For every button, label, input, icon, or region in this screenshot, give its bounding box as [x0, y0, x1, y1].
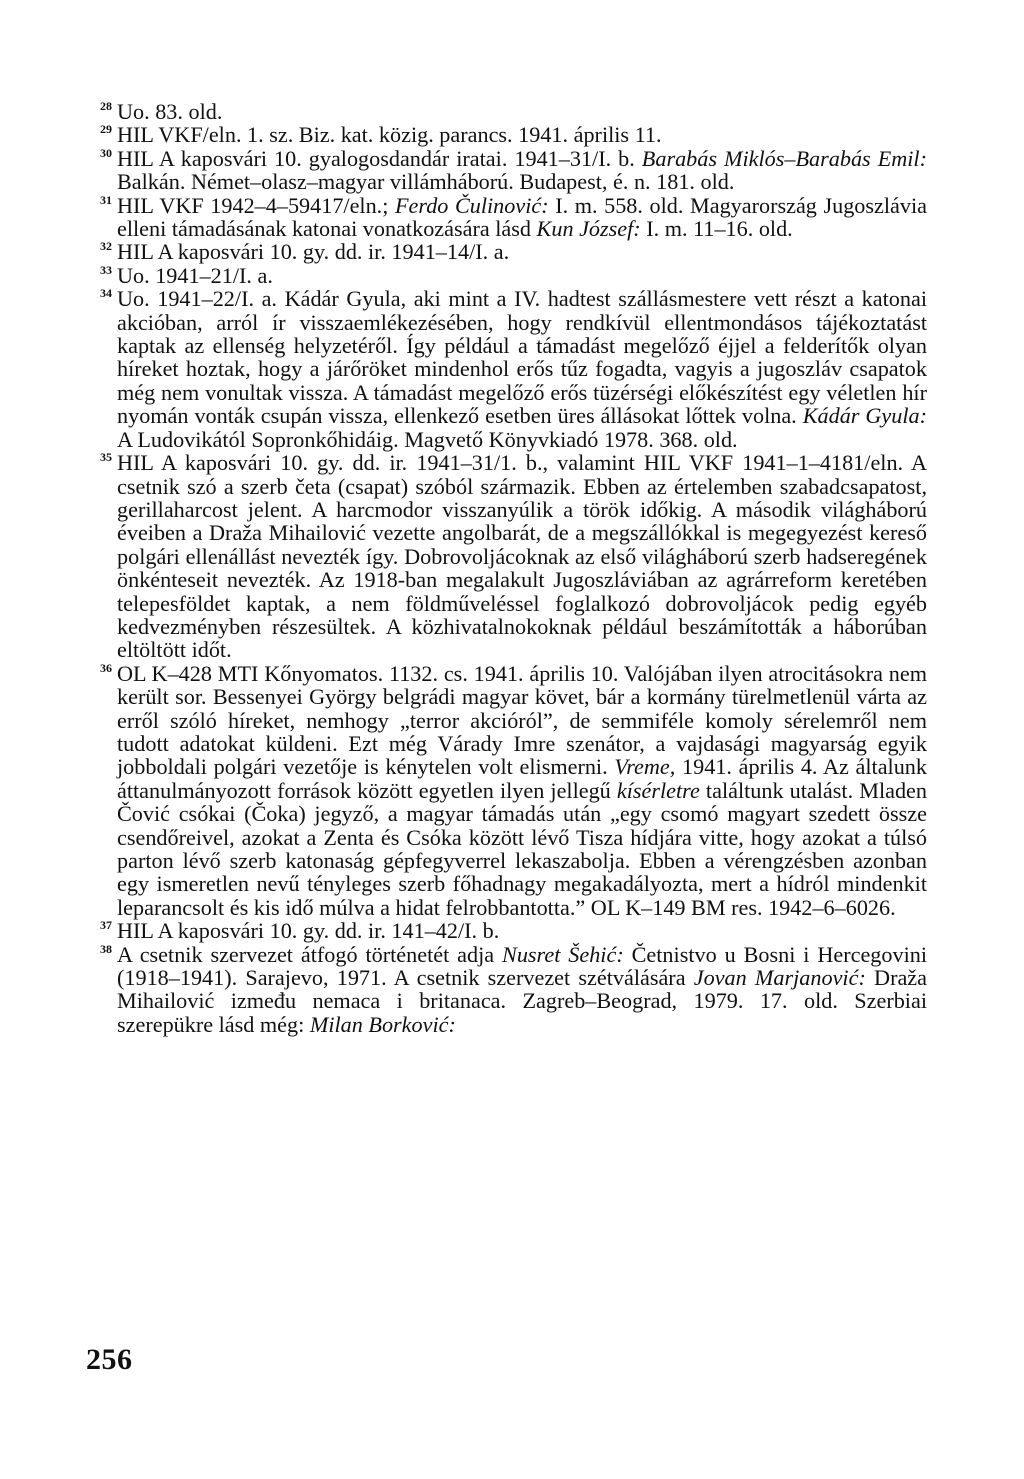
footnote-text: 1941. április 4. Az általunk áttanulmányozott források között egyetlen ilyen jellegű: [117, 754, 927, 803]
footnote-text: Balkán. Német–olasz–magyar villámháború. Budapest, é. n. 181. old.: [117, 169, 735, 195]
footnote-text: I. m. 11–16. old.: [640, 216, 793, 242]
footnote-number: 31: [100, 192, 112, 207]
citation-author: Barabás Miklós–Barabás Emil:: [641, 145, 927, 171]
footnote-number: 30: [100, 145, 112, 160]
footnote-text: I. m. 558. old. Magyarország Jugoszlávia elleni támadásának katonai vonatkozására lásd: [117, 192, 928, 242]
citation-author: Vreme,: [614, 754, 676, 780]
footnote: [82, 287, 927, 451]
footnote-number: 33: [100, 262, 112, 277]
footnote-text: Draža Mihailović između nemaca i britanaca. Zagreb–Beograd, 1979. 17. old. Szerbiai szerepükre lásd még:: [117, 965, 927, 1037]
footnote-text: HIL A kaposvári 10. gyalogosdandár iratai. 1941–31/I. b.: [117, 145, 642, 171]
citation-author: kísérletre: [616, 777, 700, 803]
footnote-text: OL K–428 MTI Kőnyomatos. 1132. cs. 1941. április 10. Valójában ilyen atrocitásokra nem került sor. Bessenyei György belgrádi magyar követ, bár a kormány türelmetlenül várta az erről szóló híreket, nemhogy „terror akcióról”, de semmiféle komoly sérelemről nem tudott adatokat küldeni. Ezt még Várady Imre szenátor, a vajdasági magyarság egyik jobboldali polgári vezetője is kénytelen volt elismerni.: [117, 660, 927, 780]
footnote-text: találtunk utalást. Mladen Čović csókai (Čoka) jegyző, a magyar támadás után „egy csomó magyart szedett össze csendőreivel, azokat a Zenta és Csóka között lévő Tisza hídjára vitte, hogy azokat a túlsó parton lévő szerb katonaság gépfegyverrel lekaszabolja. Ebben a vérengzésben azonban egy ismeretlen nevű tényleges szerb főhadnagy megakadályozta, mert a hídról mindenkit leparancsolt és kis idő múlva a hidat felrobbantotta.” OL K–149 BM res. 1942–6–6026.: [117, 777, 927, 920]
footnote-text: HIL A kaposvári 10. gy. dd. ir. 1941–14/I. a.: [117, 239, 510, 265]
footnote-text: HIL VKF 1942–4–59417/eln.;: [117, 192, 395, 218]
footnote: [82, 123, 927, 146]
footnote: [82, 451, 927, 662]
citation-author: Jovan Marjanović:: [693, 965, 866, 991]
footnote-number: 36: [100, 660, 112, 675]
footnote-number: 35: [100, 450, 112, 465]
footnote: [82, 147, 927, 194]
footnote: [82, 240, 927, 263]
footnote: [82, 194, 927, 241]
footnote-number: 34: [100, 286, 112, 301]
footnote-text: A csetnik szervezet átfogó történetét adja: [117, 941, 503, 967]
footnote-text: HIL A kaposvári 10. gy. dd. ir. 141–42/I. b.: [117, 918, 500, 944]
citation-author: Ferdo Čulinović:: [394, 192, 549, 218]
footnote-text: HIL A kaposvári 10. gy. dd. ir. 1941–31/1. b., valamint HIL VKF 1941–1–4181/eln. A csetnik szó a szerb četa (csapat) szóból származik. Ebben az értelemben szabadcsapatost, gerillaharcost jelent. A harcmodor visszanyúlik a török időkig. A második világháború éveiben a Draža Mihailović vezette angolbarát, de a megszállókkal is megegyezést kereső polgári ellenállást nevezték így. Dobrovoljácoknak az első világháború szerb hadseregének önkénteseit nevezték. Az 1918-ban megalakult Jugoszláviában az agrárreform keretében telepesföldet kaptak, a nem földműveléssel foglalkozó dobrovoljácok pedig egyéb kedvezményben részesültek. A közhivatalnokoknak például beszámították a háborúban eltöltött időt.: [117, 450, 927, 663]
citation-author: Kádár Gyula:: [802, 403, 928, 429]
footnote: [82, 264, 927, 287]
footnote: [82, 100, 927, 123]
footnote-number: 38: [100, 941, 112, 956]
footnote-text: A Ludovikától Sopronkőhidáig. Magvető Könyvkiadó 1978. 368. old.: [117, 426, 738, 452]
footnote: [82, 919, 927, 942]
footnote-text: Uo. 1941–21/I. a.: [117, 262, 273, 288]
footnote-number: 32: [100, 239, 112, 254]
page-number: 256: [86, 1343, 133, 1376]
citation-author: Kun József:: [536, 216, 641, 242]
citation-author: Nusret Šehić:: [502, 941, 624, 967]
footnotes-block: [82, 100, 927, 1036]
footnote-text: HIL VKF/eln. 1. sz. Biz. kat. közig. parancs. 1941. április 11.: [117, 122, 662, 148]
footnote: [82, 662, 927, 919]
footnote-number: 28: [100, 99, 112, 113]
footnote: [82, 943, 927, 1037]
footnote-number: 29: [100, 122, 112, 137]
footnote-text: Četnistvo u Bosni i Hercegovini (1918–1941). Sarajevo, 1971. A csetnik szervezet szétválására: [117, 941, 927, 991]
citation-author: Milan Borković:: [309, 1011, 456, 1037]
footnote-text: Uo. 1941–22/I. a. Kádár Gyula, aki mint a IV. hadtest szállásmestere vett részt a katonai akcióban, arról ír visszaemlékezésében, hogy rendkívül ellentmondásos tájékoztatást kaptak az ellenség helyzetéről. Így például a támadást megelőző éjjel a felderítők olyan híreket hoztak, hogy a járőröket mindenhol erős tűz fogadta, vagyis a jugoszláv csapatok még nem vonultak vissza. A támadást megelőző erős tüzérségi előkészítést egy véletlen hír nyomán vonták csupán vissza, ellenkező esetben üres állásokat lőttek volna.: [117, 286, 927, 429]
footnote-number: 37: [100, 918, 112, 933]
footnote-text: Uo. 83. old.: [117, 99, 223, 124]
